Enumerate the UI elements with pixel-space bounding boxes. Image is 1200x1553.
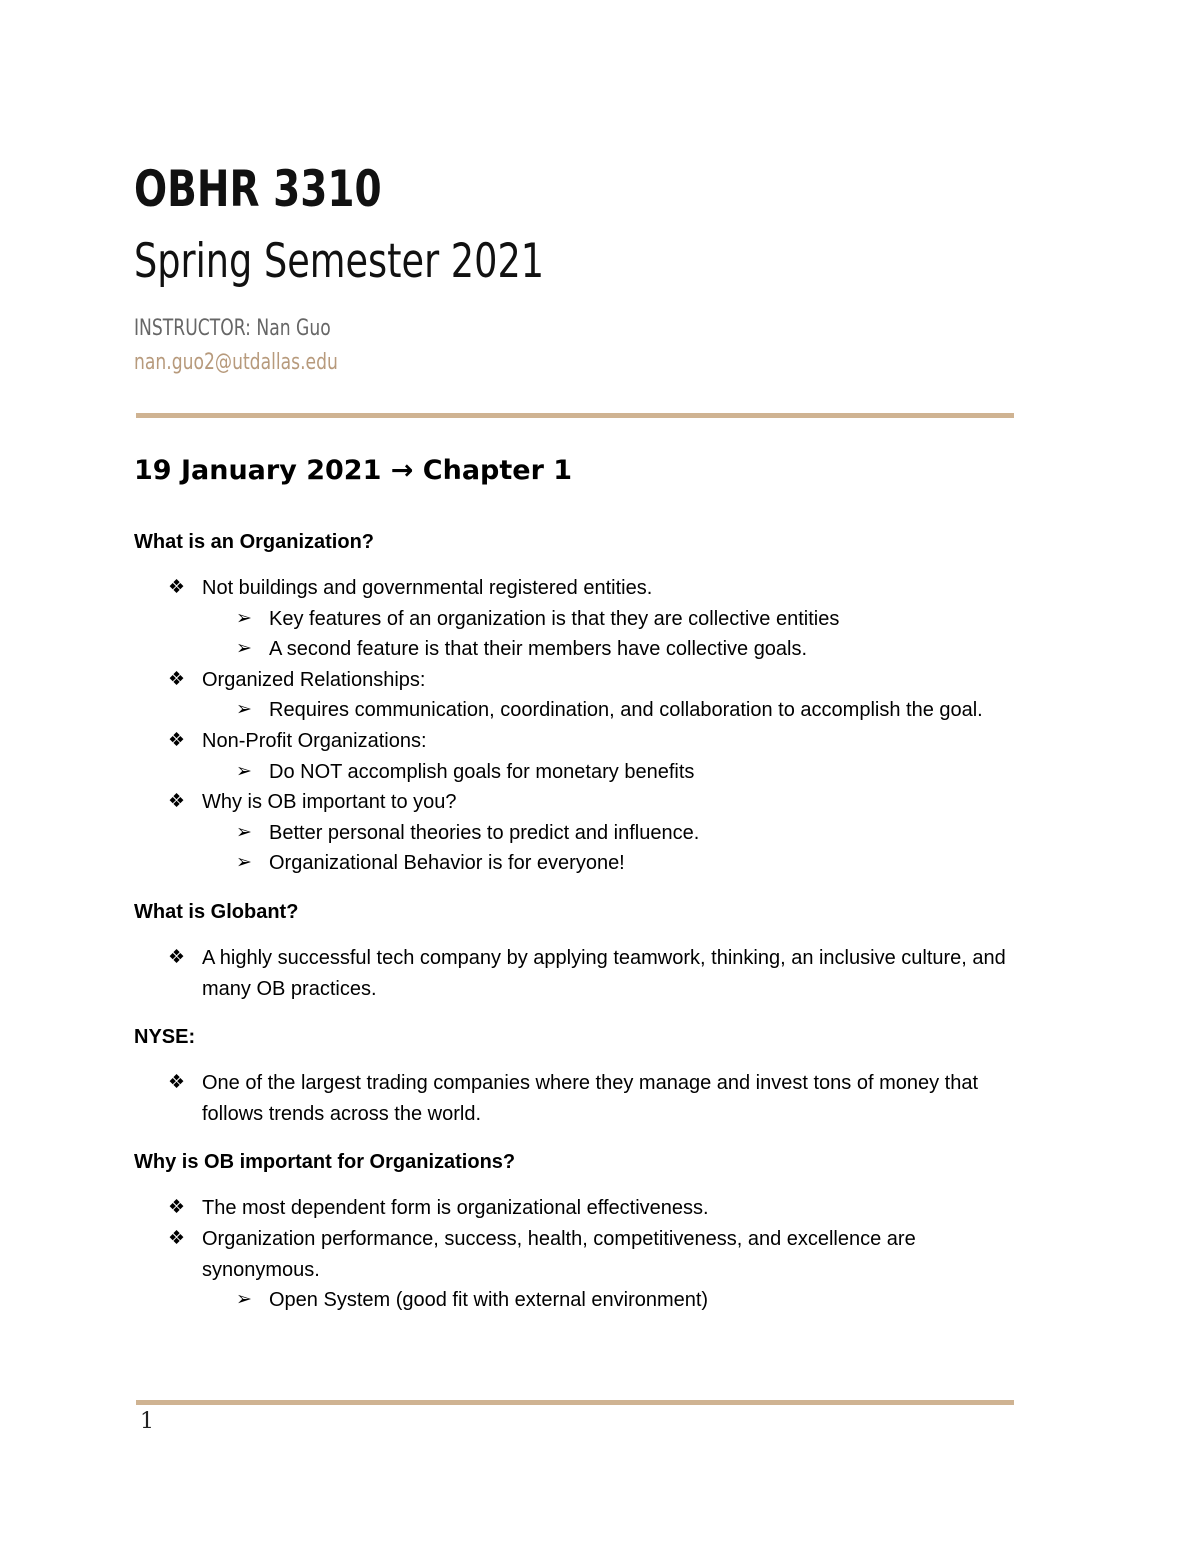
- diamond-bullet-icon: ❖: [168, 729, 186, 751]
- sub-list-item: [134, 848, 1024, 879]
- instructor-name: Nan Guo: [256, 316, 331, 341]
- sub-list-item: [134, 695, 1024, 726]
- list-item-text: A highly successful tech company by applying teamwork, thinking, an inclusive culture, and many OB practices.: [202, 946, 1006, 1000]
- sub-list-item: [134, 1285, 1024, 1316]
- page-number: 1: [140, 1409, 154, 1434]
- list-item: [134, 726, 1024, 757]
- list-item: [134, 665, 1024, 696]
- footer-divider: [136, 1400, 1014, 1405]
- diamond-bullet-icon: ❖: [168, 791, 186, 813]
- sub-list-item: [134, 634, 1024, 665]
- course-code-title: OBHR 3310: [134, 160, 382, 218]
- sub-list-item: [134, 818, 1024, 849]
- section-heading: 19 January 2021 → Chapter 1: [134, 455, 573, 486]
- bullet-list: [134, 1068, 1024, 1129]
- list-item: [134, 1068, 1024, 1129]
- list-item-text: Non-Profit Organizations:: [202, 729, 427, 752]
- block-heading: Why is OB important for Organizations?: [134, 1151, 516, 1174]
- list-item: [134, 1193, 1024, 1224]
- arrow-bullet-icon: ➢: [236, 1289, 252, 1311]
- list-item-text: Why is OB important to you?: [202, 791, 457, 814]
- semester-subtitle: Spring Semester 2021: [134, 234, 545, 289]
- list-item-text: Organized Relationships:: [202, 668, 426, 691]
- diamond-bullet-icon: ❖: [168, 946, 186, 968]
- list-item-text: Not buildings and governmental registered entities.: [202, 577, 653, 599]
- instructor-line: [134, 316, 331, 341]
- list-item-text: Key features of an organization is that they are collective entities: [269, 607, 840, 630]
- block-heading: What is Globant?: [134, 900, 299, 923]
- bullet-list: [134, 1193, 1024, 1315]
- instructor-label: INSTRUCTOR:: [134, 316, 251, 341]
- notes-content: [134, 527, 1024, 1334]
- list-item-text: Organization performance, success, health, competitiveness, and excellence are synonymous.: [202, 1227, 916, 1281]
- block-heading: What is an Organization?: [134, 531, 375, 553]
- arrow-bullet-icon: ➢: [236, 607, 252, 629]
- list-item-text: Organizational Behavior is for everyone!: [269, 852, 625, 875]
- bullet-list: [134, 943, 1024, 1004]
- list-item-text: Better personal theories to predict and influence.: [269, 821, 700, 844]
- diamond-bullet-icon: ❖: [168, 1072, 186, 1094]
- arrow-bullet-icon: ➢: [236, 821, 252, 843]
- list-item-text: Open System (good fit with external environment): [269, 1289, 709, 1312]
- list-item: [134, 1224, 1024, 1285]
- arrow-bullet-icon: ➢: [236, 760, 252, 782]
- diamond-bullet-icon: ❖: [168, 668, 186, 690]
- arrow-bullet-icon: ➢: [236, 699, 252, 721]
- header-divider: [136, 413, 1014, 418]
- list-item-text: A second feature is that their members have collective goals.: [269, 638, 808, 661]
- diamond-bullet-icon: ❖: [168, 1197, 186, 1219]
- instructor-email-link[interactable]: nan.guo2@utdallas.edu: [134, 350, 338, 375]
- list-item-text: Do NOT accomplish goals for monetary benefits: [269, 760, 695, 783]
- diamond-bullet-icon: ❖: [168, 1227, 186, 1249]
- list-item: [134, 787, 1024, 818]
- arrow-bullet-icon: ➢: [236, 852, 252, 874]
- sub-list-item: [134, 757, 1024, 788]
- list-item-text: One of the largest trading companies where they manage and invest tons of money that follows trends across the world.: [202, 1072, 979, 1125]
- block-heading: NYSE:: [134, 1026, 196, 1049]
- sub-list-item: [134, 604, 1024, 635]
- list-item-text: Requires communication, coordination, and collaboration to accomplish the goal.: [269, 699, 983, 722]
- diamond-bullet-icon: ❖: [168, 577, 186, 598]
- bullet-list: [134, 573, 1024, 879]
- list-item: [134, 573, 1024, 604]
- arrow-bullet-icon: ➢: [236, 638, 252, 660]
- list-item-text: The most dependent form is organizational effectiveness.: [202, 1197, 709, 1220]
- list-item: [134, 943, 1024, 1004]
